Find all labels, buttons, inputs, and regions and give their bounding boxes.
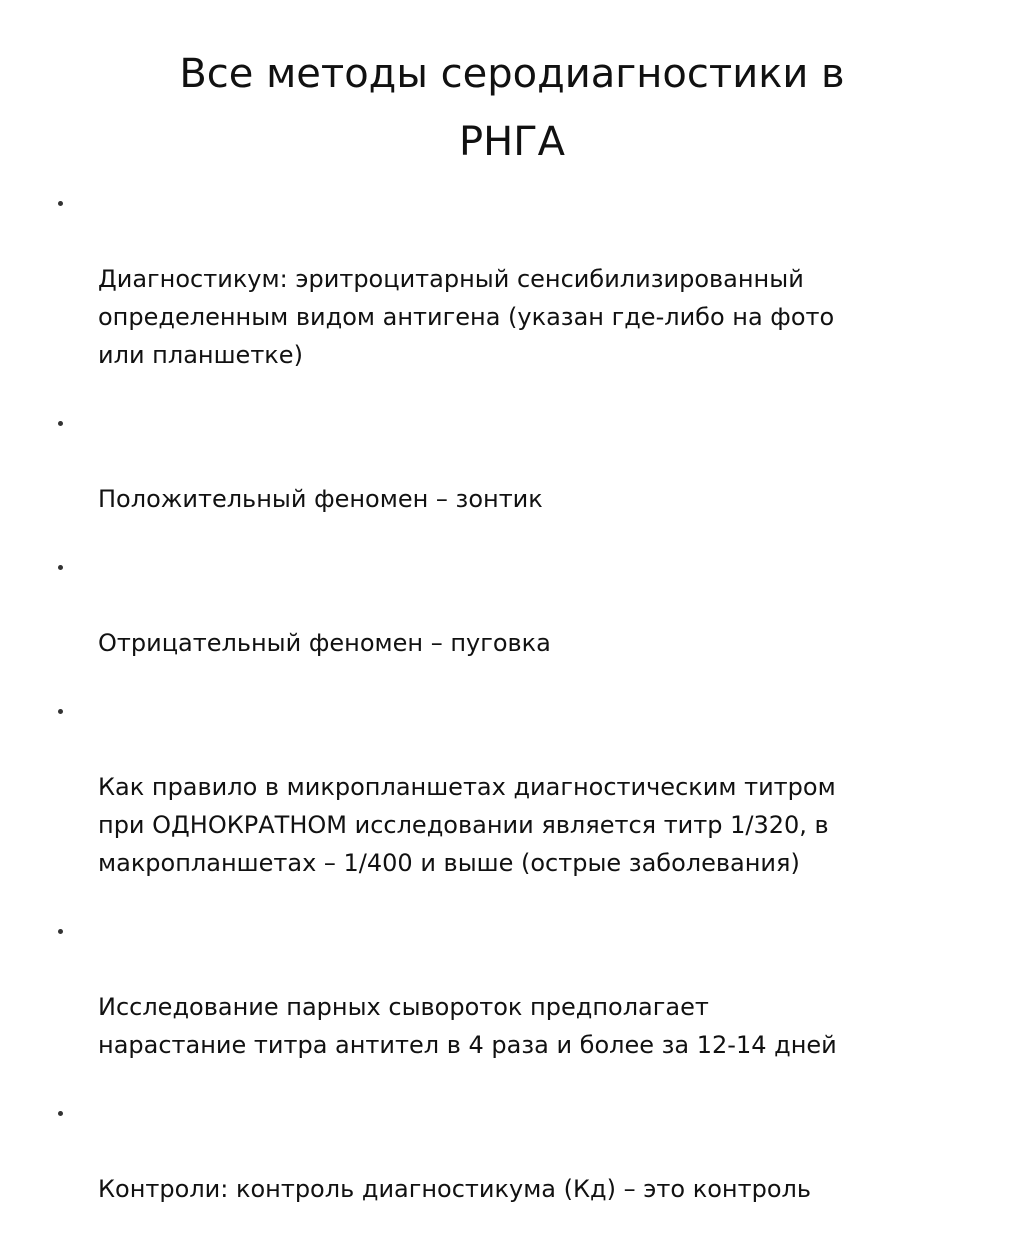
bullet-text: Положительный феномен – зонтик	[98, 485, 543, 513]
bullet-text: Как правило в микропланшетах диагностическим титром при ОДНОКРАТНОМ исследовании является титр 1/320, в макропланшетах – 1/400 и выше (острые заболевания)	[98, 773, 836, 877]
bullet-item-diagnosticum	[0, 184, 1024, 374]
bullet-item-diagnostic-titer	[0, 692, 1024, 882]
bullet-text: Контроли: контроль диагностикума (Кд) – это контроль	[98, 1175, 811, 1203]
bullet-item-paired-sera	[0, 912, 1024, 1064]
bullet-item-negative-phenomenon	[0, 548, 1024, 662]
bullet-dot-icon	[58, 201, 63, 206]
bullet-text: Отрицательный феномен – пуговка	[98, 629, 551, 657]
bullet-dot-icon	[58, 929, 63, 934]
bullet-item-positive-phenomenon	[0, 404, 1024, 518]
bullet-dot-icon	[58, 421, 63, 426]
bullet-dot-icon	[58, 1111, 63, 1116]
bullet-text: Диагностикум: эритроцитарный сенсибилизированный определенным видом антигена (указан где-либо на фото или планшетке)	[98, 265, 835, 369]
bullet-dot-icon	[58, 709, 63, 714]
slide-title: Все методы серодиагностики в РНГА	[179, 51, 845, 165]
bullet-list	[0, 184, 1024, 1238]
bullet-dot-icon	[58, 565, 63, 570]
bullet-text: Исследование парных сывороток предполагает нарастание титра антител в 4 раза и более за 12-14 дней	[98, 993, 837, 1059]
bullet-item-controls	[0, 1094, 1024, 1208]
